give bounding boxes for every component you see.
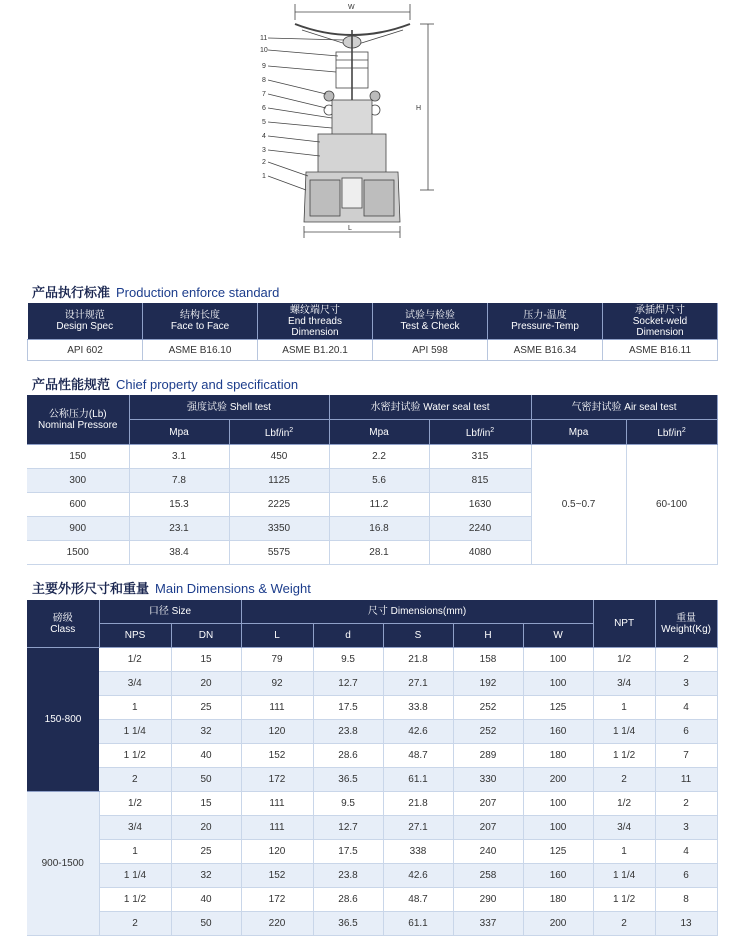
unit-header: Mpa: [531, 420, 626, 445]
w-cell: 160: [523, 864, 593, 888]
property-title-cn: 产品性能规范: [32, 377, 111, 392]
d-cell: 23.8: [313, 864, 383, 888]
d-cell: 36.5: [313, 768, 383, 792]
dimensions-title-en: Main Dimensions & Weight: [155, 581, 311, 596]
nps-cell: 3/4: [99, 816, 171, 840]
npt-cell: 2: [593, 768, 655, 792]
h-cell: 158: [453, 648, 523, 672]
col-header: NPS: [99, 624, 171, 648]
dn-cell: 50: [171, 768, 241, 792]
w-cell: 100: [523, 648, 593, 672]
nps-cell: 1 1/4: [99, 720, 171, 744]
h-cell: 258: [453, 864, 523, 888]
l-cell: 152: [241, 744, 313, 768]
shell-mpa-cell: 3.1: [129, 445, 229, 469]
nps-cell: 1/2: [99, 792, 171, 816]
table-row: [27, 648, 717, 672]
shell-lbf-cell: 3350: [229, 517, 329, 541]
l-cell: 111: [241, 696, 313, 720]
water-lbf-cell: 315: [429, 445, 531, 469]
part-number: 7: [262, 91, 266, 98]
standard-table: [27, 303, 718, 361]
table-row: [27, 672, 717, 696]
unit-header: Lbf/$in^2$: [626, 420, 717, 445]
shell-lbf-cell: 2225: [229, 493, 329, 517]
unit-header: Mpa: [129, 420, 229, 445]
l-cell: 79: [241, 648, 313, 672]
s-cell: 338: [383, 840, 453, 864]
standard-value: ASME B16.11: [603, 340, 718, 361]
standard-value: API 602: [28, 340, 143, 361]
dimensions-table: [27, 600, 718, 936]
part-number: 11: [260, 35, 268, 42]
weight-cell: 2: [655, 648, 717, 672]
dn-cell: 32: [171, 720, 241, 744]
dim-w-label: W: [348, 4, 355, 11]
standard-header: 试验与检验 Test & Check: [373, 303, 488, 340]
pressure-cell: 600: [27, 493, 129, 517]
nps-cell: 1/2: [99, 648, 171, 672]
h-cell: 207: [453, 816, 523, 840]
standard-section-title: [32, 282, 279, 301]
h-cell: 192: [453, 672, 523, 696]
w-cell: 200: [523, 912, 593, 936]
table-row: [27, 840, 717, 864]
dim-l-label: L: [348, 225, 352, 232]
l-cell: 111: [241, 792, 313, 816]
weight-cell: 3: [655, 672, 717, 696]
h-cell: 290: [453, 888, 523, 912]
valve-cross-section-drawing: [240, 0, 440, 242]
col-header: DN: [171, 624, 241, 648]
npt-cell: 1 1/2: [593, 888, 655, 912]
nps-cell: 2: [99, 912, 171, 936]
s-cell: 48.7: [383, 888, 453, 912]
unit-header: Lbf/$in^2$: [229, 420, 329, 445]
npt-cell: 1: [593, 840, 655, 864]
s-cell: 21.8: [383, 648, 453, 672]
air-mpa-cell: 0.5~0.7: [531, 445, 626, 565]
col-header: S: [383, 624, 453, 648]
d-cell: 9.5: [313, 648, 383, 672]
dn-cell: 32: [171, 864, 241, 888]
l-cell: 120: [241, 840, 313, 864]
property-table: [27, 395, 718, 565]
water-mpa-cell: 5.6: [329, 469, 429, 493]
dn-cell: 20: [171, 672, 241, 696]
s-cell: 61.1: [383, 768, 453, 792]
d-cell: 28.6: [313, 744, 383, 768]
s-cell: 61.1: [383, 912, 453, 936]
standard-header: 结构长度 Face to Face: [143, 303, 258, 340]
standard-title-cn: 产品执行标准: [32, 285, 111, 300]
nps-cell: 3/4: [99, 672, 171, 696]
l-cell: 172: [241, 768, 313, 792]
weight-cell: 6: [655, 864, 717, 888]
l-cell: 120: [241, 720, 313, 744]
part-number: 5: [262, 119, 266, 126]
part-number: 10: [260, 47, 268, 54]
d-cell: 17.5: [313, 696, 383, 720]
d-cell: 9.5: [313, 792, 383, 816]
shell-lbf-cell: 5575: [229, 541, 329, 565]
dn-cell: 20: [171, 816, 241, 840]
standard-title-en: Production enforce standard: [116, 285, 280, 300]
weight-cell: 7: [655, 744, 717, 768]
npt-cell: 3/4: [593, 672, 655, 696]
dn-cell: 25: [171, 696, 241, 720]
npt-cell: 2: [593, 912, 655, 936]
table-row: [27, 864, 717, 888]
water-lbf-cell: 4080: [429, 541, 531, 565]
d-cell: 36.5: [313, 912, 383, 936]
shell-mpa-cell: 15.3: [129, 493, 229, 517]
nps-cell: 2: [99, 768, 171, 792]
col-header: H: [453, 624, 523, 648]
weight-cell: 4: [655, 696, 717, 720]
water-mpa-cell: 2.2: [329, 445, 429, 469]
l-cell: 111: [241, 816, 313, 840]
table-row: [27, 768, 717, 792]
water-mpa-cell: 28.1: [329, 541, 429, 565]
table-row: [27, 445, 717, 469]
s-cell: 21.8: [383, 792, 453, 816]
dimensions-title-cn: 主要外形尺寸和重量: [32, 581, 150, 596]
h-cell: 337: [453, 912, 523, 936]
shell-lbf-cell: 1125: [229, 469, 329, 493]
dn-cell: 40: [171, 744, 241, 768]
weight-cell: 8: [655, 888, 717, 912]
standard-value: API 598: [373, 340, 488, 361]
shell-mpa-cell: 23.1: [129, 517, 229, 541]
class-cell: 900-1500: [27, 792, 99, 936]
standard-value-row: [28, 340, 718, 361]
w-cell: 125: [523, 696, 593, 720]
dn-cell: 40: [171, 888, 241, 912]
pressure-cell: 300: [27, 469, 129, 493]
shell-mpa-cell: 7.8: [129, 469, 229, 493]
part-number: 1: [262, 173, 266, 180]
water-mpa-cell: 11.2: [329, 493, 429, 517]
part-number: 3: [262, 147, 266, 154]
npt-cell: 1 1/4: [593, 720, 655, 744]
npt-header: NPT: [593, 600, 655, 648]
water-seal-header: 水密封试验 Water seal test: [329, 395, 531, 420]
nps-cell: 1: [99, 840, 171, 864]
air-seal-header: 气密封试验 Air seal test: [531, 395, 717, 420]
h-cell: 289: [453, 744, 523, 768]
table-row: [27, 720, 717, 744]
water-lbf-cell: 1630: [429, 493, 531, 517]
nps-cell: 1 1/2: [99, 744, 171, 768]
col-header: W: [523, 624, 593, 648]
size-header: 口径 Size: [99, 600, 241, 624]
nps-cell: 1 1/4: [99, 864, 171, 888]
d-cell: 12.7: [313, 816, 383, 840]
part-number: 4: [262, 133, 266, 140]
part-number: 2: [262, 159, 266, 166]
s-cell: 42.6: [383, 720, 453, 744]
dimensions-section-title: [32, 578, 311, 597]
d-cell: 17.5: [313, 840, 383, 864]
unit-header: Lbf/$in^2$: [429, 420, 531, 445]
table-row: [27, 888, 717, 912]
nps-cell: 1: [99, 696, 171, 720]
d-cell: 28.6: [313, 888, 383, 912]
shell-test-header: 强度试验 Shell test: [129, 395, 329, 420]
nominal-pressure-header: 公称压力(Lb) Nominal Pressore: [27, 395, 129, 445]
w-cell: 180: [523, 888, 593, 912]
dn-cell: 15: [171, 648, 241, 672]
dimensions-body: [27, 648, 717, 936]
weight-header: 重量 Weight(Kg): [655, 600, 717, 648]
w-cell: 125: [523, 840, 593, 864]
col-header: L: [241, 624, 313, 648]
part-number: 9: [262, 63, 266, 70]
col-header: d: [313, 624, 383, 648]
h-cell: 252: [453, 720, 523, 744]
l-cell: 172: [241, 888, 313, 912]
h-cell: 330: [453, 768, 523, 792]
unit-header: Mpa: [329, 420, 429, 445]
table-row: [27, 744, 717, 768]
dn-cell: 25: [171, 840, 241, 864]
w-cell: 200: [523, 768, 593, 792]
standard-header-row: [28, 303, 718, 340]
nps-cell: 1 1/2: [99, 888, 171, 912]
w-cell: 100: [523, 672, 593, 696]
dims-header: 尺寸 Dimensions(mm): [241, 600, 593, 624]
weight-cell: 3: [655, 816, 717, 840]
s-cell: 27.1: [383, 816, 453, 840]
h-cell: 207: [453, 792, 523, 816]
standard-value: ASME B1.20.1: [258, 340, 373, 361]
property-title-en: Chief property and specification: [116, 377, 299, 392]
pressure-cell: 150: [27, 445, 129, 469]
l-cell: 92: [241, 672, 313, 696]
weight-cell: 13: [655, 912, 717, 936]
weight-cell: 4: [655, 840, 717, 864]
air-lbf-cell: 60-100: [626, 445, 717, 565]
w-cell: 100: [523, 816, 593, 840]
s-cell: 42.6: [383, 864, 453, 888]
d-cell: 12.7: [313, 672, 383, 696]
property-header-row: [27, 395, 717, 420]
pressure-cell: 900: [27, 517, 129, 541]
water-lbf-cell: 2240: [429, 517, 531, 541]
weight-cell: 11: [655, 768, 717, 792]
weight-cell: 6: [655, 720, 717, 744]
w-cell: 180: [523, 744, 593, 768]
table-row: [27, 696, 717, 720]
dn-cell: 15: [171, 792, 241, 816]
part-number: 6: [262, 105, 266, 112]
class-header: 磅级 Class: [27, 600, 99, 648]
npt-cell: 1 1/4: [593, 864, 655, 888]
water-mpa-cell: 16.8: [329, 517, 429, 541]
npt-cell: 1/2: [593, 648, 655, 672]
class-cell: 150-800: [27, 648, 99, 792]
property-section-title: [32, 374, 298, 393]
property-unit-row: [27, 420, 717, 445]
h-cell: 240: [453, 840, 523, 864]
npt-cell: 3/4: [593, 816, 655, 840]
w-cell: 100: [523, 792, 593, 816]
weight-cell: 2: [655, 792, 717, 816]
s-cell: 33.8: [383, 696, 453, 720]
dn-cell: 50: [171, 912, 241, 936]
l-cell: 152: [241, 864, 313, 888]
standard-header: 设计规范 Design Spec: [28, 303, 143, 340]
s-cell: 27.1: [383, 672, 453, 696]
npt-cell: 1 1/2: [593, 744, 655, 768]
w-cell: 160: [523, 720, 593, 744]
standard-value: ASME B16.34: [488, 340, 603, 361]
npt-cell: 1/2: [593, 792, 655, 816]
s-cell: 48.7: [383, 744, 453, 768]
standard-header: 压力-温度 Pressure-Temp: [488, 303, 603, 340]
water-lbf-cell: 815: [429, 469, 531, 493]
table-row: [27, 912, 717, 936]
pressure-cell: 1500: [27, 541, 129, 565]
npt-cell: 1: [593, 696, 655, 720]
dim-h-label: H: [416, 105, 422, 112]
part-number: 8: [262, 77, 266, 84]
table-row: [27, 792, 717, 816]
table-row: [27, 816, 717, 840]
l-cell: 220: [241, 912, 313, 936]
h-cell: 252: [453, 696, 523, 720]
shell-mpa-cell: 38.4: [129, 541, 229, 565]
standard-header: 承插焊尺寸 Socket-weld Dimension: [603, 303, 718, 340]
standard-header: 螺纹端尺寸 End threads Dimension: [258, 303, 373, 340]
d-cell: 23.8: [313, 720, 383, 744]
dimensions-header-row: [27, 600, 717, 624]
shell-lbf-cell: 450: [229, 445, 329, 469]
standard-value: ASME B16.10: [143, 340, 258, 361]
